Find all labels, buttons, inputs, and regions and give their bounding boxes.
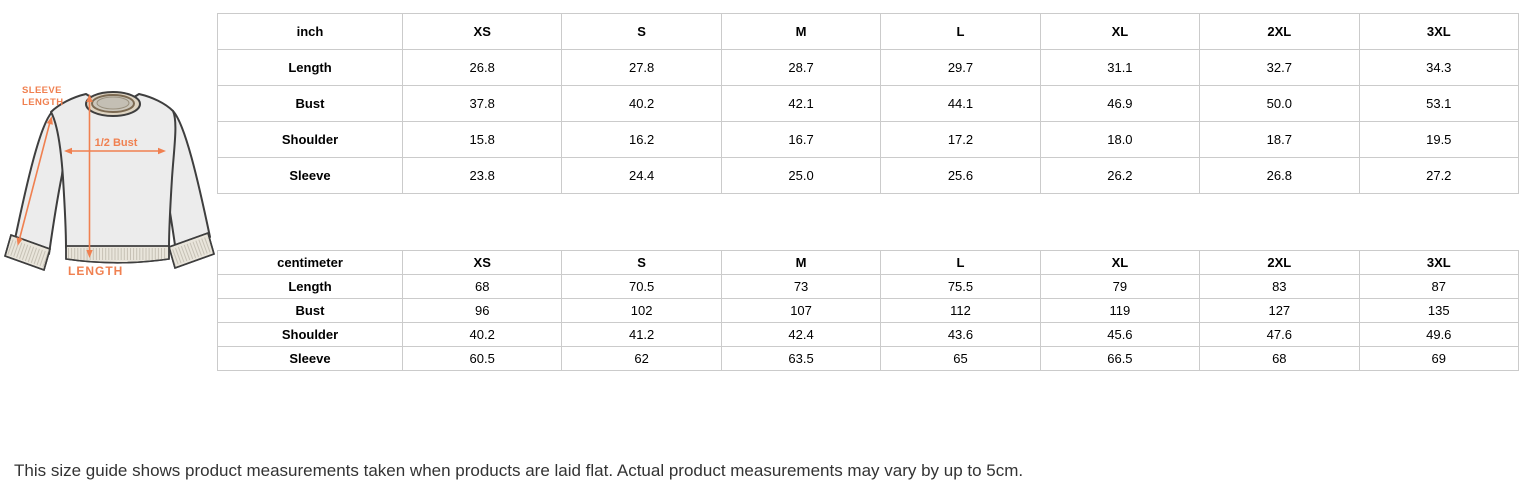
measurement-label-cell: Length — [218, 50, 403, 86]
measurement-value-cell: 16.7 — [721, 122, 880, 158]
measurement-value-cell: 42.4 — [721, 323, 880, 347]
measurement-value-cell: 41.2 — [562, 323, 721, 347]
measurement-value-cell: 37.8 — [403, 86, 562, 122]
measurement-value-cell: 68 — [403, 275, 562, 299]
measurement-value-cell: 112 — [881, 299, 1040, 323]
size-header-cell: XL — [1040, 251, 1199, 275]
sweater-body — [51, 94, 175, 248]
measurement-row — [218, 323, 1519, 347]
measurement-value-cell: 23.8 — [403, 158, 562, 194]
measurement-value-cell: 45.6 — [1040, 323, 1199, 347]
measurement-value-cell: 135 — [1359, 299, 1518, 323]
measurement-value-cell: 29.7 — [881, 50, 1040, 86]
size-header-cell: 3XL — [1359, 251, 1518, 275]
measurement-value-cell: 40.2 — [562, 86, 721, 122]
measurement-value-cell: 16.2 — [562, 122, 721, 158]
measurement-value-cell: 26.8 — [403, 50, 562, 86]
size-header-cell: 2XL — [1200, 251, 1359, 275]
measurement-label-cell: Sleeve — [218, 158, 403, 194]
measurement-value-cell: 83 — [1200, 275, 1359, 299]
measurement-value-cell: 27.2 — [1359, 158, 1518, 194]
measurement-row — [218, 347, 1519, 371]
measurement-value-cell: 46.9 — [1040, 86, 1199, 122]
measurement-value-cell: 68 — [1200, 347, 1359, 371]
measurement-label-cell: Shoulder — [218, 122, 403, 158]
measurement-value-cell: 43.6 — [881, 323, 1040, 347]
measurement-value-cell: 50.0 — [1200, 86, 1359, 122]
measurement-value-cell: 65 — [881, 347, 1040, 371]
measurement-value-cell: 53.1 — [1359, 86, 1518, 122]
measurement-value-cell: 75.5 — [881, 275, 1040, 299]
size-header-cell: M — [721, 251, 880, 275]
measurement-value-cell: 18.7 — [1200, 122, 1359, 158]
measurement-value-cell: 18.0 — [1040, 122, 1199, 158]
measurement-value-cell: 24.4 — [562, 158, 721, 194]
measurement-value-cell: 40.2 — [403, 323, 562, 347]
unit-header-cell: centimeter — [218, 251, 403, 275]
measurement-value-cell: 69 — [1359, 347, 1518, 371]
measurement-row — [218, 275, 1519, 299]
measurement-label-cell: Shoulder — [218, 323, 403, 347]
measurement-value-cell: 15.8 — [403, 122, 562, 158]
measurement-value-cell: 66.5 — [1040, 347, 1199, 371]
measurement-value-cell: 107 — [721, 299, 880, 323]
measurement-label-cell: Bust — [218, 299, 403, 323]
sleeve-length-label-line1: SLEEVE — [22, 85, 62, 96]
unit-header-cell: inch — [218, 14, 403, 50]
measurement-value-cell: 26.2 — [1040, 158, 1199, 194]
size-header-cell: XL — [1040, 14, 1199, 50]
measurement-row — [218, 299, 1519, 323]
measurement-label-cell: Sleeve — [218, 347, 403, 371]
measurement-value-cell: 102 — [562, 299, 721, 323]
measurement-value-cell: 25.0 — [721, 158, 880, 194]
size-header-cell: 2XL — [1200, 14, 1359, 50]
measurement-value-cell: 62 — [562, 347, 721, 371]
measurement-label-cell: Length — [218, 275, 403, 299]
measurement-value-cell: 60.5 — [403, 347, 562, 371]
measurement-value-cell: 26.8 — [1200, 158, 1359, 194]
size-header-cell: 3XL — [1359, 14, 1518, 50]
measurement-value-cell: 32.7 — [1200, 50, 1359, 86]
measurement-value-cell: 34.3 — [1359, 50, 1518, 86]
measurement-value-cell: 96 — [403, 299, 562, 323]
size-header-cell: XS — [403, 14, 562, 50]
measurement-row — [218, 50, 1519, 86]
measurement-value-cell: 49.6 — [1359, 323, 1518, 347]
measurement-row — [218, 158, 1519, 194]
measurement-label-cell: Bust — [218, 86, 403, 122]
measurement-value-cell: 73 — [721, 275, 880, 299]
sleeve-length-label-line2: LENGTH — [22, 97, 64, 108]
measurement-value-cell: 70.5 — [562, 275, 721, 299]
measurement-row — [218, 86, 1519, 122]
collar — [86, 92, 140, 116]
measurement-value-cell: 19.5 — [1359, 122, 1518, 158]
hem-band — [66, 246, 169, 263]
measurement-value-cell: 119 — [1040, 299, 1199, 323]
measurement-row — [218, 122, 1519, 158]
measurement-value-cell: 31.1 — [1040, 50, 1199, 86]
measurement-value-cell: 27.8 — [562, 50, 721, 86]
size-header-cell: L — [881, 251, 1040, 275]
measurement-value-cell: 79 — [1040, 275, 1199, 299]
half-bust-label: 1/2 Bust — [94, 137, 138, 149]
size-header-cell: M — [721, 14, 880, 50]
size-header-cell: S — [562, 251, 721, 275]
sweater-measurement-diagram — [2, 78, 217, 283]
measurement-value-cell: 63.5 — [721, 347, 880, 371]
size-header-cell: XS — [403, 251, 562, 275]
size-header-cell: S — [562, 14, 721, 50]
header-row — [218, 14, 1519, 50]
measurement-value-cell: 44.1 — [881, 86, 1040, 122]
size-table-centimeter — [217, 250, 1519, 371]
size-guide-disclaimer: This size guide shows product measurements taken when products are laid flat. Actual product measurements may vary by up to 5cm. — [14, 461, 1024, 480]
measurement-value-cell: 47.6 — [1200, 323, 1359, 347]
size-header-cell: L — [881, 14, 1040, 50]
length-label: LENGTH — [68, 264, 124, 278]
measurement-value-cell: 42.1 — [721, 86, 880, 122]
measurement-value-cell: 17.2 — [881, 122, 1040, 158]
measurement-value-cell: 87 — [1359, 275, 1518, 299]
measurement-value-cell: 25.6 — [881, 158, 1040, 194]
size-table-inch — [217, 13, 1519, 194]
header-row — [218, 251, 1519, 275]
measurement-value-cell: 127 — [1200, 299, 1359, 323]
measurement-value-cell: 28.7 — [721, 50, 880, 86]
